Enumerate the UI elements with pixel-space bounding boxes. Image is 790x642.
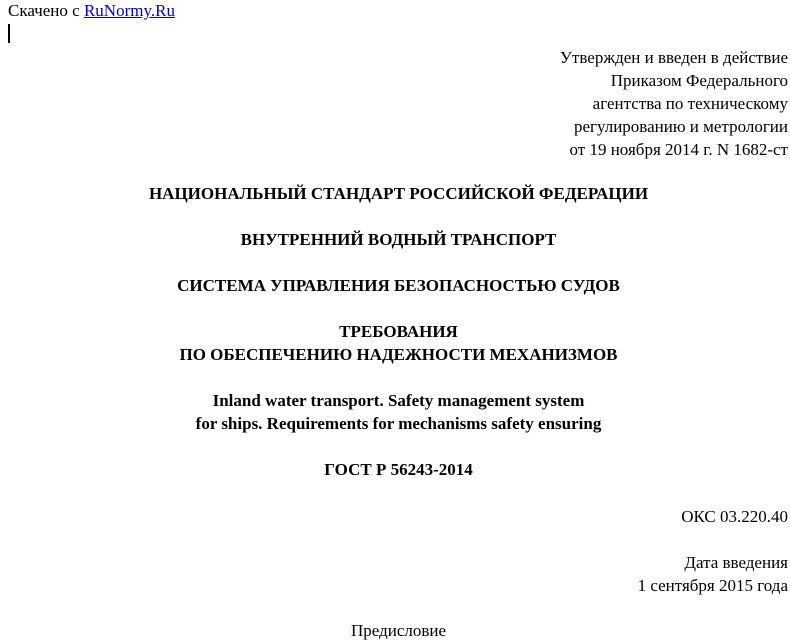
requirements-heading <box>0 320 790 366</box>
source-link[interactable]: RuNormy.Ru <box>83 1 175 20</box>
approval-line: регулированию и метрологии <box>573 117 788 136</box>
system-heading: СИСТЕМА УПРАВЛЕНИЯ БЕЗОПАСНОСТЬЮ СУДОВ <box>177 276 620 295</box>
gost-number: ГОСТ Р 56243-2014 <box>324 460 473 479</box>
source-line <box>8 1 175 21</box>
english-title-line-1: Inland water transport. Safety management system <box>212 391 585 410</box>
transport-heading: ВНУТРЕННИЙ ВОДНЫЙ ТРАНСПОРТ <box>240 230 557 249</box>
approval-block <box>368 46 788 161</box>
introduction-date-label: Дата введения <box>684 553 788 572</box>
national-standard-heading: НАЦИОНАЛЬНЫЙ СТАНДАРТ РОССИЙСКОЙ ФЕДЕРАЦИИ <box>148 184 649 203</box>
preface-heading: Предисловие <box>350 621 447 640</box>
text-cursor <box>8 24 10 43</box>
approval-line: агентства по техническому <box>592 94 788 113</box>
oks-code: ОКС 03.220.40 <box>681 507 788 526</box>
english-title <box>0 389 790 435</box>
introduction-date-value: 1 сентября 2015 года <box>637 576 788 595</box>
requirements-line-2: ПО ОБЕСПЕЧЕНИЮ НАДЕЖНОСТИ МЕХАНИЗМОВ <box>179 345 618 364</box>
approval-line: от 19 ноября 2014 г. N 1682-ст <box>569 140 788 159</box>
introduction-date-block <box>388 551 788 597</box>
approval-line: Приказом Федерального <box>610 71 788 90</box>
english-title-line-2: for ships. Requirements for mechanisms safety ensuring <box>195 414 602 433</box>
approval-line: Утвержден и введен в действие <box>559 48 788 67</box>
source-prefix: Скачено с <box>8 1 84 20</box>
requirements-line-1: ТРЕБОВАНИЯ <box>339 322 458 341</box>
